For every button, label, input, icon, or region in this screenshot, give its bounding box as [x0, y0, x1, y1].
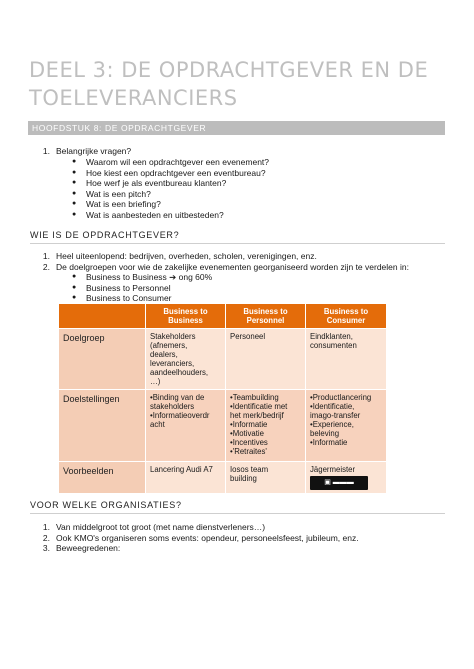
- cell-line: •Informatieoverdr: [150, 411, 210, 420]
- list-item: 1. Heel uiteenlopend: bedrijven, overheden, scholen, verenigingen, enz.: [42, 251, 317, 261]
- cell-line: imago-transfer: [310, 411, 361, 420]
- row-label: Doelgroep: [59, 329, 146, 390]
- section1-list: [30, 251, 450, 272]
- table-header-b2p: Business to Personnel: [226, 304, 306, 329]
- cell-line: •Binding van de: [150, 393, 205, 402]
- bullet-icon: ●: [72, 283, 77, 291]
- bullet-icon: ●: [72, 273, 77, 280]
- list-item: 2. De doelgroepen voor wie de zakelijke evenementen georganiseerd worden zijn te verdelen in:: [42, 261, 409, 272]
- table-cell: [146, 329, 226, 390]
- table-row: [59, 390, 387, 462]
- cell-line: •Identificatie met: [230, 402, 288, 411]
- jagermeister-logo: ▣ ▬▬▬: [310, 476, 368, 490]
- row-label: Doelstellingen: [59, 390, 146, 462]
- bullet-item: ● Business to Personnel: [72, 282, 171, 293]
- bullet-item: ● Wat is een pitch?: [72, 188, 151, 199]
- cell-line: aandeelhouders,: [150, 368, 209, 377]
- table-cell: [226, 462, 306, 494]
- bullet-item: ● Waarom wil een opdrachtgever een evenement?: [72, 157, 270, 167]
- table-cell: [226, 329, 306, 390]
- cell-line: consumenten: [310, 341, 357, 350]
- section-heading: WIE IS DE OPDRACHTGEVER?: [30, 230, 445, 244]
- bullet-item: ● Hoe werf je als eventbureau klanten?: [72, 178, 227, 188]
- cell-line: •Productlancering: [310, 393, 372, 402]
- page-title: DEEL 3: DE OPDRACHTGEVER EN DE TOELEVERANCIERS: [29, 58, 429, 110]
- table-header-b2b: Business to Business: [146, 304, 226, 329]
- bullet-item: ● Hoe kiest een opdrachtgever een eventbureau?: [72, 167, 266, 178]
- cell-line: building: [230, 474, 257, 483]
- question-bullets: [72, 157, 452, 220]
- table-cell: [146, 462, 226, 494]
- table-cell: [226, 390, 306, 462]
- bullet-item: ● Wat is aanbesteden en uitbesteden?: [72, 209, 224, 220]
- list-number: 1.: [42, 146, 50, 156]
- bullet-item: ● Business to Consumer: [72, 293, 172, 303]
- bullet-icon: ●: [72, 294, 77, 301]
- cell-line: •'Retraites': [230, 447, 267, 456]
- cell-line: •Informatie: [310, 438, 348, 447]
- cell-line: •Informatie: [230, 420, 268, 429]
- bullet-icon: ●: [72, 168, 77, 176]
- cell-line: Personeel: [230, 332, 266, 341]
- table-row: [59, 462, 387, 494]
- table-cell: [306, 390, 387, 462]
- list-item: 1. Van middelgroot tot groot (met name dienstverleners…): [42, 522, 266, 532]
- table-cell: [306, 329, 387, 390]
- cell-line: •Identificatie,: [310, 402, 355, 411]
- table-corner-cell: [59, 304, 146, 329]
- cell-line: Lancering Audi A7: [150, 465, 213, 474]
- cell-line: acht: [150, 420, 165, 429]
- target-group-bullets: [72, 272, 452, 304]
- table-header-b2c: Business to Consumer: [306, 304, 387, 329]
- cell-line: …): [150, 377, 161, 386]
- row-label: Voorbeelden: [59, 462, 146, 494]
- list-item: 2. Ook KMO's organiseren soms events: opendeur, personeelsfeest, jubileum, enz.: [42, 532, 359, 543]
- cell-line: (afnemers,: [150, 341, 188, 350]
- bullet-icon: ●: [72, 158, 77, 165]
- business-types-table: [58, 303, 387, 494]
- cell-line: •Motivatie: [230, 429, 264, 438]
- questions-list: [30, 146, 450, 157]
- list-item-text: Belangrijke vragen?: [56, 146, 132, 156]
- table-cell: [146, 390, 226, 462]
- bullet-item: ● Wat is een briefing?: [72, 199, 161, 209]
- cell-line: beleving: [310, 429, 340, 438]
- cell-line: •Experience,: [310, 420, 354, 429]
- cell-line: leveranciers,: [150, 359, 195, 368]
- bullet-icon: ●: [72, 189, 77, 197]
- cell-line: Jägermeister: [310, 465, 356, 474]
- cell-line: •Teambuilding: [230, 393, 279, 402]
- table-cell: [306, 462, 387, 494]
- bullet-icon: ●: [72, 210, 77, 218]
- cell-line: Eindklanten,: [310, 332, 353, 341]
- list-item: 3. Beweegredenen:: [42, 543, 121, 553]
- cell-line: •Incentives: [230, 438, 268, 447]
- section-heading: VOOR WELKE ORGANISATIES?: [30, 500, 445, 514]
- table-row: [59, 329, 387, 390]
- cell-line: Stakeholders: [150, 332, 196, 341]
- cell-line: Iosos team: [230, 465, 269, 474]
- bullet-item: ● Business to Business ➔ ong 60%: [72, 272, 213, 282]
- bullet-icon: ●: [72, 179, 77, 186]
- bullet-icon: ●: [72, 200, 77, 207]
- chapter-heading: HOOFDSTUK 8: DE OPDRACHTGEVER: [28, 121, 445, 135]
- cell-line: het merk/bedrijf: [230, 411, 284, 420]
- cell-line: dealers,: [150, 350, 178, 359]
- cell-line: stakeholders: [150, 402, 195, 411]
- section2-list: [30, 522, 450, 554]
